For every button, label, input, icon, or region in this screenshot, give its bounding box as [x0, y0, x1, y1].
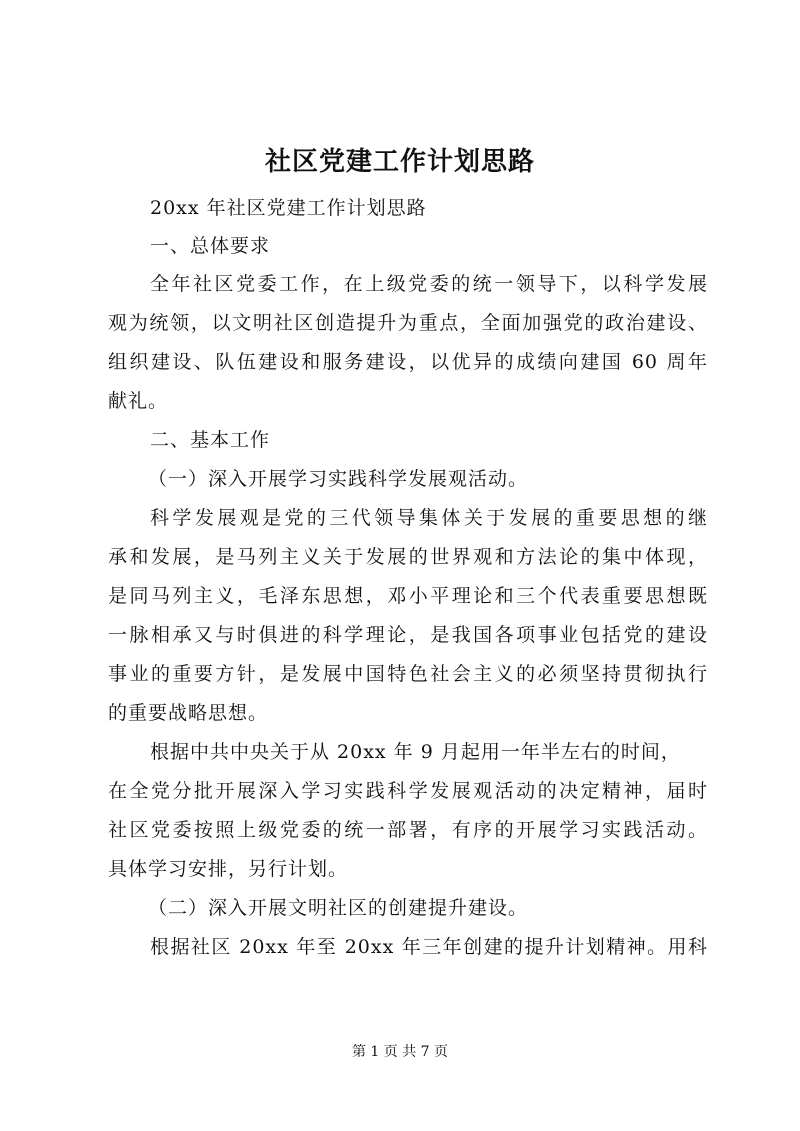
paragraph-line: 科学发展观是党的三代领导集体关于发展的重要思想的继 [150, 507, 708, 529]
paragraph-line: 献礼。 [108, 390, 169, 412]
paragraph-line: 观为统领，以文明社区创造提升为重点，全面加强党的政治建设、 [108, 312, 708, 334]
subsection-heading-2: （二）深入开展文明社区的创建提升建设。 [148, 897, 529, 919]
paragraph-line: 具体学习安排，另行计划。 [108, 858, 349, 880]
paragraph-line: 事业的重要方针，是发展中国特色社会主义的必须坚持贯彻执行 [108, 663, 708, 685]
subsection-heading-1: （一）深入开展学习实践科学发展观活动。 [148, 468, 529, 490]
paragraph-line: 在全党分批开展深入学习实践科学发展观活动的决定精神，届时 [108, 780, 708, 802]
subtitle-line: 20xx 年社区党建工作计划思路 [150, 197, 427, 219]
paragraph-line: 组织建设、队伍建设和服务建设，以优异的成绩向建国 60 周年 [108, 351, 708, 373]
document-title: 社区党建工作计划思路 [264, 147, 535, 177]
paragraph-line: 社区党委按照上级党委的统一部署，有序的开展学习实践活动。 [108, 819, 708, 841]
section-heading-2: 二、基本工作 [150, 429, 271, 451]
page-footer: 第 1 页 共 7 页 [351, 1044, 449, 1060]
paragraph-line: 全年社区党委工作，在上级党委的统一领导下，以科学发展 [150, 273, 708, 295]
paragraph-line: 根据社区 20xx 年至 20xx 年三年创建的提升计划精神。用科 [150, 936, 708, 958]
paragraph-line: 根据中共中央关于从 20xx 年 9 月起用一年半左右的时间， [150, 741, 681, 763]
paragraph-line: 承和发展，是马列主义关于发展的世界观和方法论的集中体现， [108, 546, 708, 568]
section-heading-1: 一、总体要求 [150, 235, 271, 257]
paragraph-line: 是同马列主义，毛泽东思想，邓小平理论和三个代表重要思想既 [108, 585, 708, 607]
paragraph-line: 一脉相承又与时俱进的科学理论，是我国各项事业包括党的建设 [108, 624, 708, 646]
paragraph-line: 的重要战略思想。 [108, 702, 269, 724]
